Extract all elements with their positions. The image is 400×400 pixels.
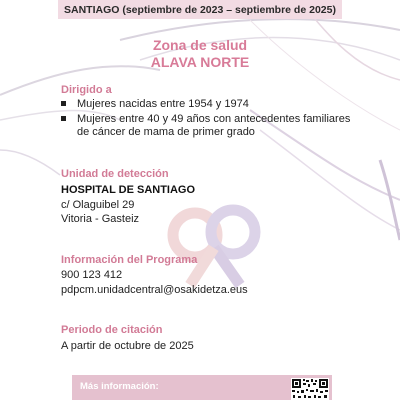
- footer-more-info-label: Más información:: [80, 381, 159, 392]
- unit-name: HOSPITAL DE SANTIAGO: [61, 184, 196, 196]
- unit-address-line2: Vitoria - Gasteiz: [61, 213, 140, 225]
- info-title: Información del Programa: [61, 254, 198, 266]
- health-zone: [0, 37, 400, 71]
- period-title: Periodo de citación: [61, 324, 163, 336]
- target-title: Dirigido a: [61, 84, 112, 96]
- awareness-ribbon-icon: [173, 210, 255, 285]
- banner-text: SANTIAGO (septiembre de 2023 – septiembre de 2025): [64, 3, 336, 16]
- period-text: A partir de octubre de 2025: [61, 340, 194, 352]
- info-email[interactable]: pdpcm.unidadcentral@osakidetza.eus: [61, 284, 248, 296]
- list-item: Mujeres entre 40 y 49 años con antecedentes familiares de cáncer de mama de primer grado: [61, 113, 361, 140]
- unit-address-line1: c/ Olaguibel 29: [61, 199, 135, 211]
- qr-code-icon[interactable]: [291, 378, 329, 400]
- bullet-icon: [61, 116, 66, 121]
- bullet-icon: [61, 101, 66, 106]
- zone-label: Zona de salud: [152, 37, 248, 53]
- zone-name: ALAVA NORTE: [150, 54, 250, 70]
- target-list: [61, 98, 361, 141]
- unit-title: Unidad de detección: [61, 168, 169, 180]
- title-banner: [58, 0, 342, 19]
- info-phone[interactable]: 900 123 412: [61, 269, 123, 281]
- list-item: Mujeres nacidas entre 1954 y 1974: [61, 98, 361, 112]
